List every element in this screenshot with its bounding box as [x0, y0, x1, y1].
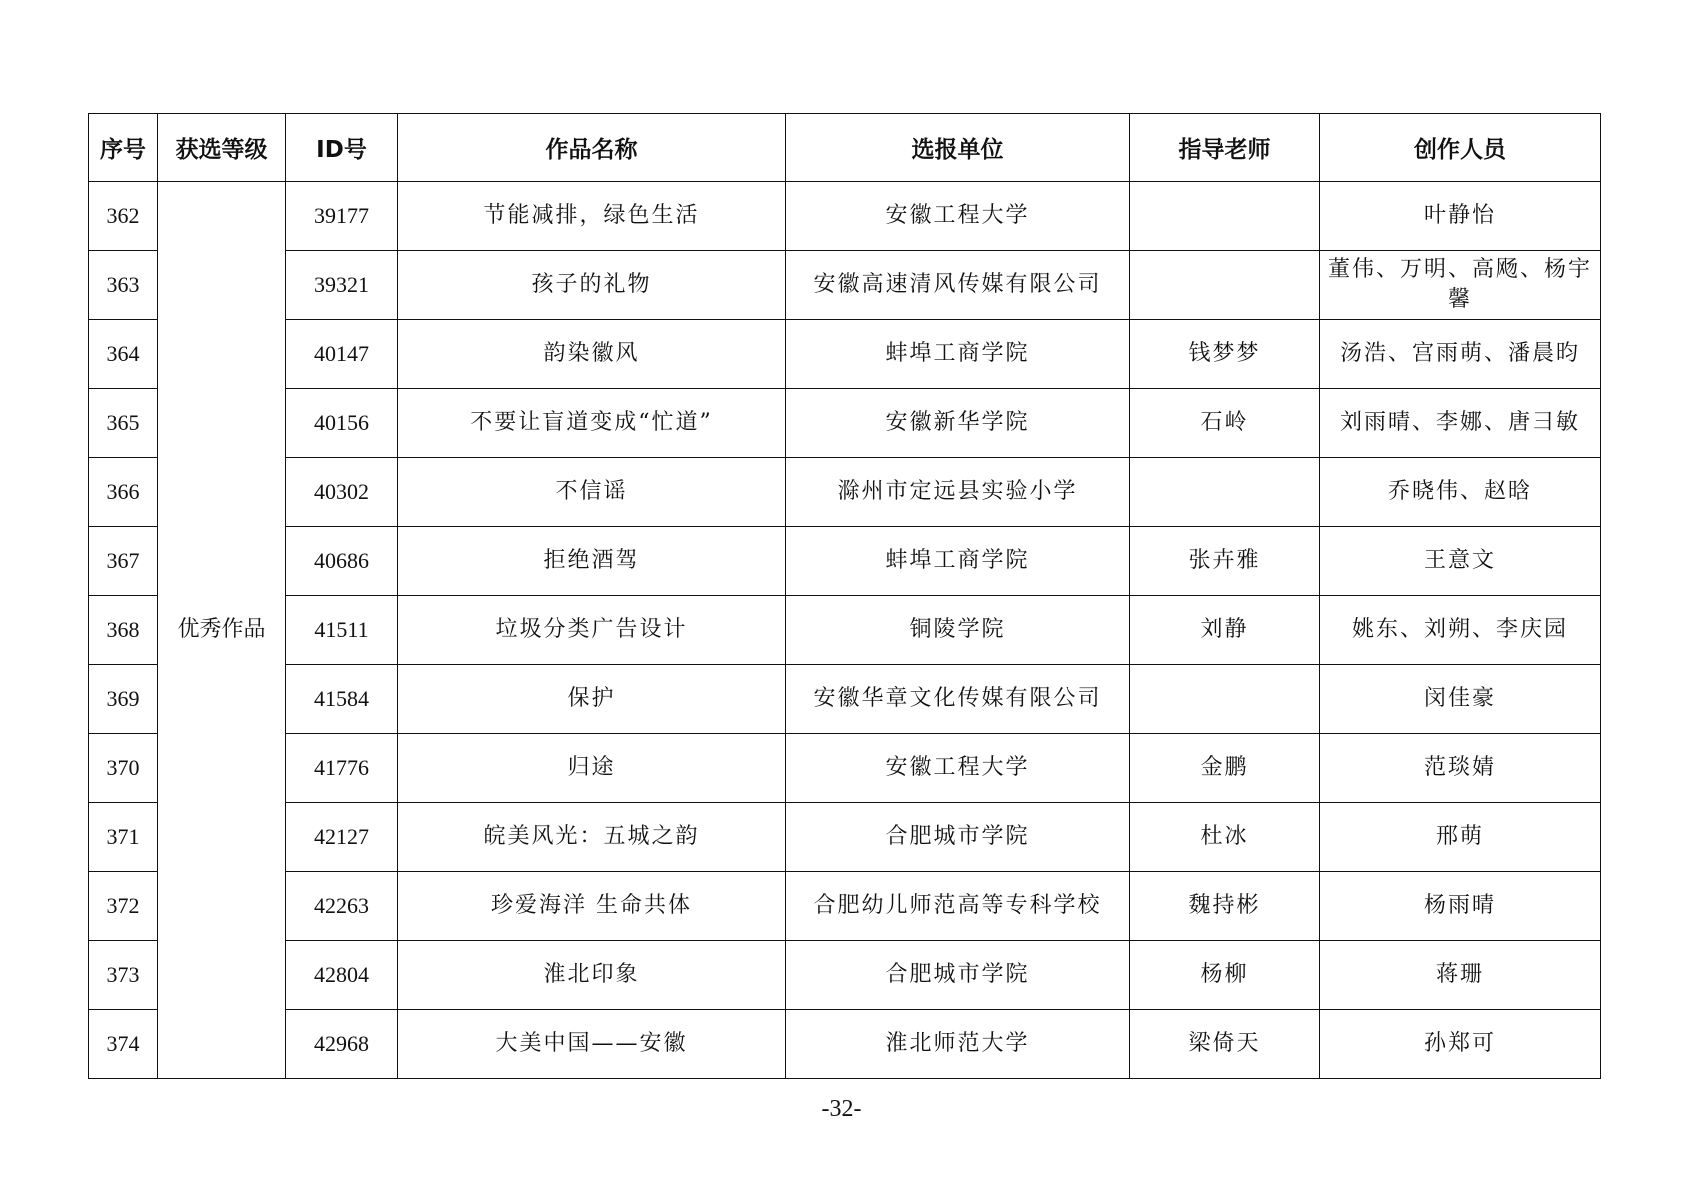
cell-creators: 乔晓伟、赵晗 — [1320, 458, 1601, 527]
cell-creators: 闵佳豪 — [1320, 665, 1601, 734]
cell-teacher: 杜冰 — [1130, 803, 1320, 872]
cell-serial: 364 — [89, 320, 158, 389]
header-title: 作品名称 — [398, 114, 786, 182]
cell-serial: 365 — [89, 389, 158, 458]
cell-teacher — [1130, 251, 1320, 320]
cell-teacher: 张卉雅 — [1130, 527, 1320, 596]
award-table — [88, 113, 1601, 1079]
header-unit: 选报单位 — [786, 114, 1130, 182]
cell-teacher: 杨柳 — [1130, 941, 1320, 1010]
header-id: ID号 — [286, 114, 398, 182]
cell-id: 40686 — [286, 527, 398, 596]
cell-creators: 王意文 — [1320, 527, 1601, 596]
table-row — [89, 872, 1601, 941]
table-row — [89, 803, 1601, 872]
cell-title: 珍爱海洋 生命共体 — [398, 872, 786, 941]
cell-id: 41584 — [286, 665, 398, 734]
cell-title: 孩子的礼物 — [398, 251, 786, 320]
table-header-row — [89, 114, 1601, 182]
cell-serial: 367 — [89, 527, 158, 596]
table-row — [89, 320, 1601, 389]
header-level: 获选等级 — [158, 114, 286, 182]
cell-title: 大美中国——安徽 — [398, 1010, 786, 1079]
table-row — [89, 941, 1601, 1010]
cell-teacher — [1130, 458, 1320, 527]
cell-creators: 杨雨晴 — [1320, 872, 1601, 941]
award-table-container — [88, 113, 1600, 1079]
table-row — [89, 596, 1601, 665]
cell-serial: 363 — [89, 251, 158, 320]
cell-unit: 铜陵学院 — [786, 596, 1130, 665]
cell-teacher: 金鹏 — [1130, 734, 1320, 803]
table-row — [89, 389, 1601, 458]
cell-id: 42127 — [286, 803, 398, 872]
cell-id: 39321 — [286, 251, 398, 320]
cell-id: 42968 — [286, 1010, 398, 1079]
cell-serial: 369 — [89, 665, 158, 734]
cell-serial: 362 — [89, 182, 158, 251]
cell-unit: 滁州市定远县实验小学 — [786, 458, 1130, 527]
cell-title: 节能减排，绿色生活 — [398, 182, 786, 251]
cell-teacher: 梁倚天 — [1130, 1010, 1320, 1079]
cell-unit: 安徽工程大学 — [786, 182, 1130, 251]
cell-unit: 安徽工程大学 — [786, 734, 1130, 803]
cell-id: 40156 — [286, 389, 398, 458]
cell-unit: 蚌埠工商学院 — [786, 320, 1130, 389]
cell-unit: 安徽高速清风传媒有限公司 — [786, 251, 1130, 320]
header-creators: 创作人员 — [1320, 114, 1601, 182]
cell-serial: 371 — [89, 803, 158, 872]
table-body — [89, 182, 1601, 1079]
cell-title: 保护 — [398, 665, 786, 734]
cell-unit: 安徽新华学院 — [786, 389, 1130, 458]
cell-serial: 368 — [89, 596, 158, 665]
cell-id: 41776 — [286, 734, 398, 803]
cell-serial: 374 — [89, 1010, 158, 1079]
cell-title: 不要让盲道变成“忙道” — [398, 389, 786, 458]
table-row — [89, 251, 1601, 320]
cell-unit: 合肥幼儿师范高等专科学校 — [786, 872, 1130, 941]
cell-unit: 蚌埠工商学院 — [786, 527, 1130, 596]
cell-creators: 范琰婧 — [1320, 734, 1601, 803]
cell-title: 拒绝酒驾 — [398, 527, 786, 596]
table-row — [89, 458, 1601, 527]
cell-creators: 姚东、刘朔、李庆园 — [1320, 596, 1601, 665]
cell-creators: 董伟、万明、高飏、杨宇馨 — [1320, 251, 1601, 320]
header-teacher: 指导老师 — [1130, 114, 1320, 182]
cell-creators: 蒋珊 — [1320, 941, 1601, 1010]
cell-teacher: 石岭 — [1130, 389, 1320, 458]
cell-id: 42804 — [286, 941, 398, 1010]
cell-creators: 汤浩、宫雨萌、潘晨昀 — [1320, 320, 1601, 389]
cell-teacher: 刘静 — [1130, 596, 1320, 665]
header-serial: 序号 — [89, 114, 158, 182]
cell-id: 40147 — [286, 320, 398, 389]
cell-title: 垃圾分类广告设计 — [398, 596, 786, 665]
cell-id: 40302 — [286, 458, 398, 527]
cell-title: 皖美风光：五城之韵 — [398, 803, 786, 872]
table-row — [89, 734, 1601, 803]
cell-teacher — [1130, 665, 1320, 734]
cell-title: 韵染徽风 — [398, 320, 786, 389]
cell-unit: 合肥城市学院 — [786, 803, 1130, 872]
cell-id: 39177 — [286, 182, 398, 251]
cell-unit: 淮北师范大学 — [786, 1010, 1130, 1079]
table-row — [89, 182, 1601, 251]
cell-id: 41511 — [286, 596, 398, 665]
cell-serial: 373 — [89, 941, 158, 1010]
cell-teacher: 钱梦梦 — [1130, 320, 1320, 389]
cell-teacher — [1130, 182, 1320, 251]
cell-id: 42263 — [286, 872, 398, 941]
cell-unit: 合肥城市学院 — [786, 941, 1130, 1010]
cell-serial: 370 — [89, 734, 158, 803]
cell-teacher: 魏持彬 — [1130, 872, 1320, 941]
cell-unit: 安徽华章文化传媒有限公司 — [786, 665, 1130, 734]
cell-serial: 372 — [89, 872, 158, 941]
cell-title: 归途 — [398, 734, 786, 803]
table-row — [89, 527, 1601, 596]
cell-title: 不信谣 — [398, 458, 786, 527]
cell-serial: 366 — [89, 458, 158, 527]
table-row — [89, 665, 1601, 734]
page-number: -32- — [821, 1096, 862, 1122]
table-row — [89, 1010, 1601, 1079]
cell-creators: 叶静怡 — [1320, 182, 1601, 251]
cell-creators: 邢萌 — [1320, 803, 1601, 872]
cell-creators: 刘雨晴、李娜、唐彐敏 — [1320, 389, 1601, 458]
cell-title: 淮北印象 — [398, 941, 786, 1010]
cell-level: 优秀作品 — [158, 182, 286, 1079]
cell-creators: 孙郑可 — [1320, 1010, 1601, 1079]
